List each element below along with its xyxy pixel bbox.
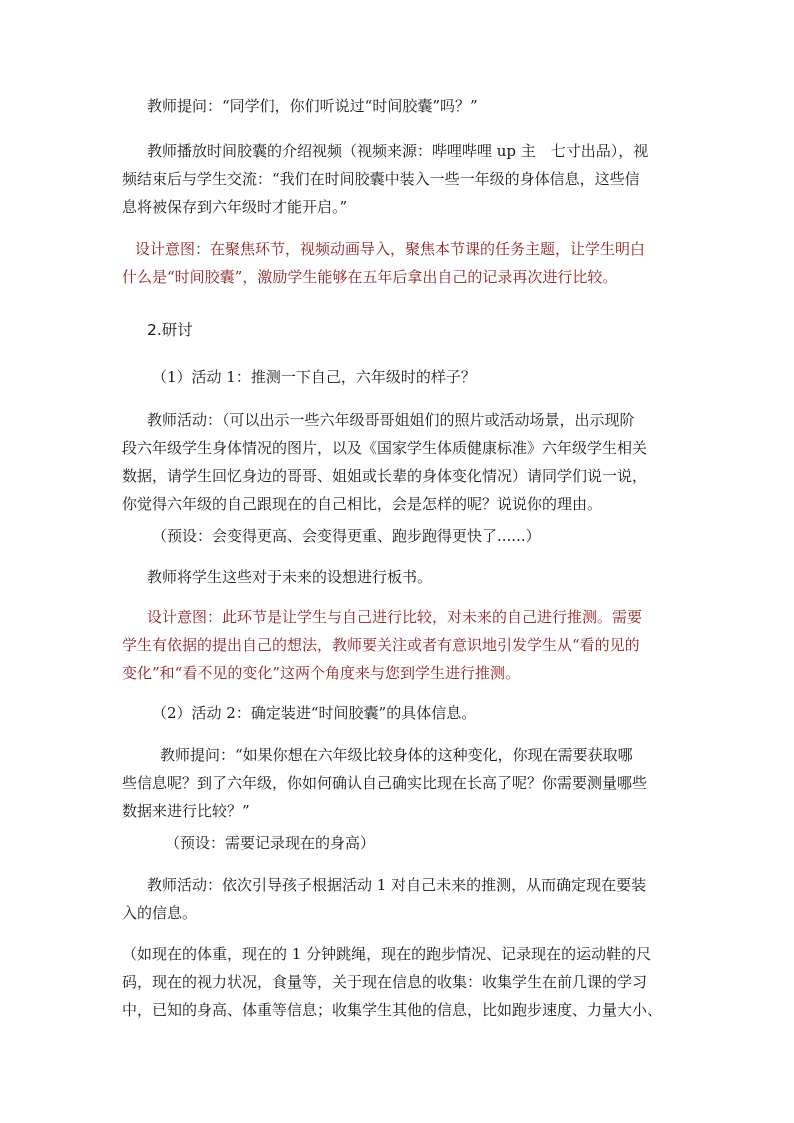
text-line: 什么是“时间胶囊”，激励学生能够在五年后拿出自己的记录再次进行比较。 <box>122 268 618 286</box>
paragraph-video-intro <box>147 137 648 165</box>
text-line: 变化”和“看不见的变化”这两个角度来与您到学生进行推测。 <box>122 664 521 682</box>
activity-2-title <box>152 699 476 727</box>
text-line: 教师活动：（可以出示一些六年级哥哥姐姐们的照片或活动场景，出示现阶 <box>147 411 635 429</box>
paragraph-teacher-question <box>147 92 478 120</box>
text-line: 中，已知的身高、体重等信息；收集学生其他的信息，比如跑步速度、力量大小、 <box>122 1001 663 1019</box>
text-line: （如现在的体重，现在的 1 分钟跳绳，现在的跑步情况、记录现在的运动鞋的尺 <box>122 945 652 963</box>
text-line: 息将被保存到六年级时才能开启。” <box>122 198 348 216</box>
text-line: 教师提问：“同学们，你们听说过“时间胶囊”吗？” <box>147 97 478 115</box>
text-line: （2）活动 2：确定装进“时间胶囊”的具体信息。 <box>152 704 477 722</box>
paragraph-teacher-activity-2-cont <box>122 899 197 927</box>
section-heading <box>147 316 193 344</box>
text-line: 数据来进行比较？” <box>122 802 250 820</box>
paragraph-video-intro-cont <box>122 165 640 221</box>
paragraph-teacher-activity-2 <box>147 871 646 899</box>
text-line: （预设：会变得更高、会变得更重、跑步跑得更快了......） <box>152 527 541 545</box>
paragraph-design-intent-1-cont <box>122 263 617 291</box>
paragraph-design-intent-2 <box>147 603 642 631</box>
text-line: （1）活动 1：推测一下自己，六年级时的样子？ <box>152 368 476 386</box>
paragraph-board-writing <box>147 563 432 591</box>
text-line: 入的信息。 <box>122 904 198 922</box>
text-line: 数据，请学生回忆身边的哥哥、姐姐或长辈的身体变化情况）请同学们说一说， <box>122 467 648 485</box>
paragraph-teacher-activity-1-cont <box>122 434 647 518</box>
paragraph-teacher-question-2-cont <box>122 769 647 825</box>
text-line: 设计意图：在聚焦环节，视频动画导入，聚焦本节课的任务主题，让学生明白 <box>135 240 646 258</box>
paragraph-design-intent-2-cont <box>122 631 640 687</box>
text-line: 设计意图：此环节是让学生与自己进行比较，对未来的自己进行推测。需要 <box>147 608 643 626</box>
text-line: 2.研讨 <box>147 321 193 339</box>
paragraph-preset-2 <box>165 829 375 857</box>
paragraph-info-collection <box>122 940 662 1024</box>
text-line: （预设：需要记录现在的身高） <box>165 834 376 852</box>
text-line: 些信息呢？到了六年级，你如何确认自己确实比现在长高了呢？你需要测量哪些 <box>122 774 648 792</box>
text-line: 学生有依据的提出自己的想法，教师要关注或者有意识地引发学生从“看的见的 <box>122 636 640 654</box>
text-line: 频结束后与学生交流：“我们在时间胶囊中装入一些一年级的身体信息，这些信 <box>122 170 640 188</box>
paragraph-teacher-activity-1 <box>147 406 635 434</box>
text-line: 段六年级学生身体情况的图片，以及《国家学生体质健康标准》六年级学生相关 <box>122 439 648 457</box>
paragraph-teacher-question-2 <box>160 741 633 769</box>
text-line: 教师将学生这些对于未来的设想进行板书。 <box>147 568 433 586</box>
text-line: 教师播放时间胶囊的介绍视频（视频来源：哔哩哔哩 up 主 七寸出品），视 <box>147 142 649 160</box>
text-line: 教师提问：“如果你想在六年级比较身体的这种变化，你现在需要获取哪 <box>160 746 633 764</box>
activity-1-title <box>152 363 476 391</box>
paragraph-design-intent-1 <box>135 235 645 263</box>
text-line: 你觉得六年级的自己跟现在的自己相比，会是怎样的呢？说说你的理由。 <box>122 495 603 513</box>
text-line: 码，现在的视力状况，食量等，关于现在信息的收集：收集学生在前几课的学习 <box>122 973 648 991</box>
text-line: 教师活动：依次引导孩子根据活动 1 对自己未来的推测，从而确定现在要装 <box>147 876 647 894</box>
paragraph-preset-1 <box>152 522 541 550</box>
